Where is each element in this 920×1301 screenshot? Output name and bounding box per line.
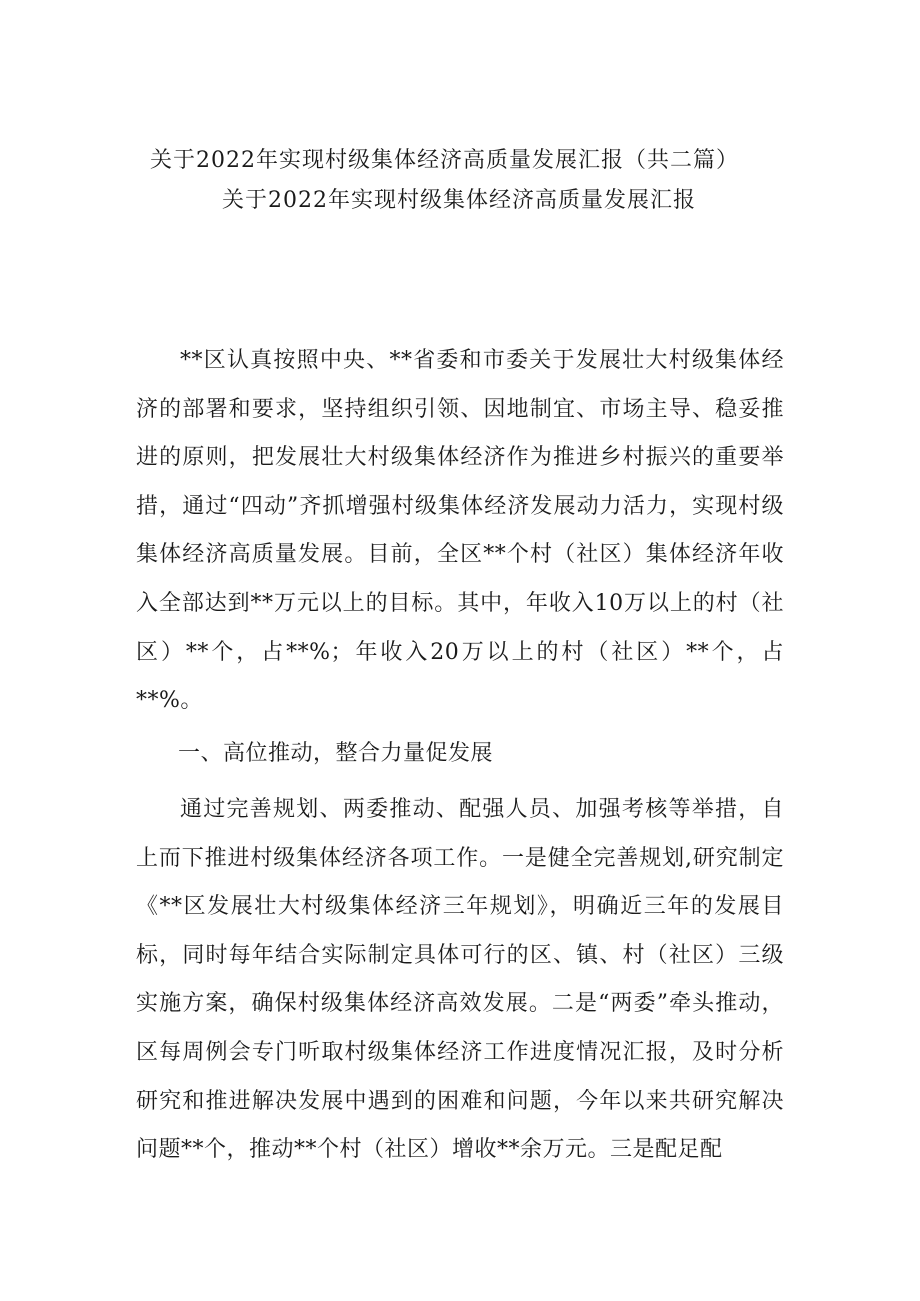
document-title: 关于2022年实现村级集体经济高质量发展汇报（共二篇）	[150, 148, 739, 173]
intro-paragraph: **区认真按照中央、**省委和市委关于发展壮大村级集体经济的部署和要求，坚持组织引领、因地制宜、市场主导、稳妥推进的原则，把发展壮大村级集体经济作为推进乡村振兴的重要举措，通过“四动”齐抓增强村级集体经济发展动力活力，实现村级集体经济高质量发展。目前，全区**个村（社区）集体经济年收入全部达到**万元以上的目标。其中，年收入10万以上的村（社区）**个，占**%；年收入20万以上的村（社区）**个，占**%。	[136, 348, 784, 714]
section-1-paragraph: 通过完善规划、两委推动、配强人员、加强考核等举措，自上而下推进村级集体经济各项工作。一是健全完善规划,研究制定《**区发展壮大村级集体经济三年规划》，明确近三年的发展目标，同时每年结合实际制定具体可行的区、镇、村（社区）三级实施方案，确保村级集体经济高效发展。二是“两委”牵头推动，区每周例会专门听取村级集体经济工作进度情况汇报，及时分析研究和推进解决发展中遇到的困难和问题，今年以来共研究解决问题**个，推动**个村（社区）增收**余万元。三是配足配	[136, 797, 784, 1163]
section-heading-1: 一、高位推动，整合力量促发展	[178, 741, 494, 766]
document-subtitle: 关于2022年实现村级集体经济高质量发展汇报	[222, 188, 696, 213]
